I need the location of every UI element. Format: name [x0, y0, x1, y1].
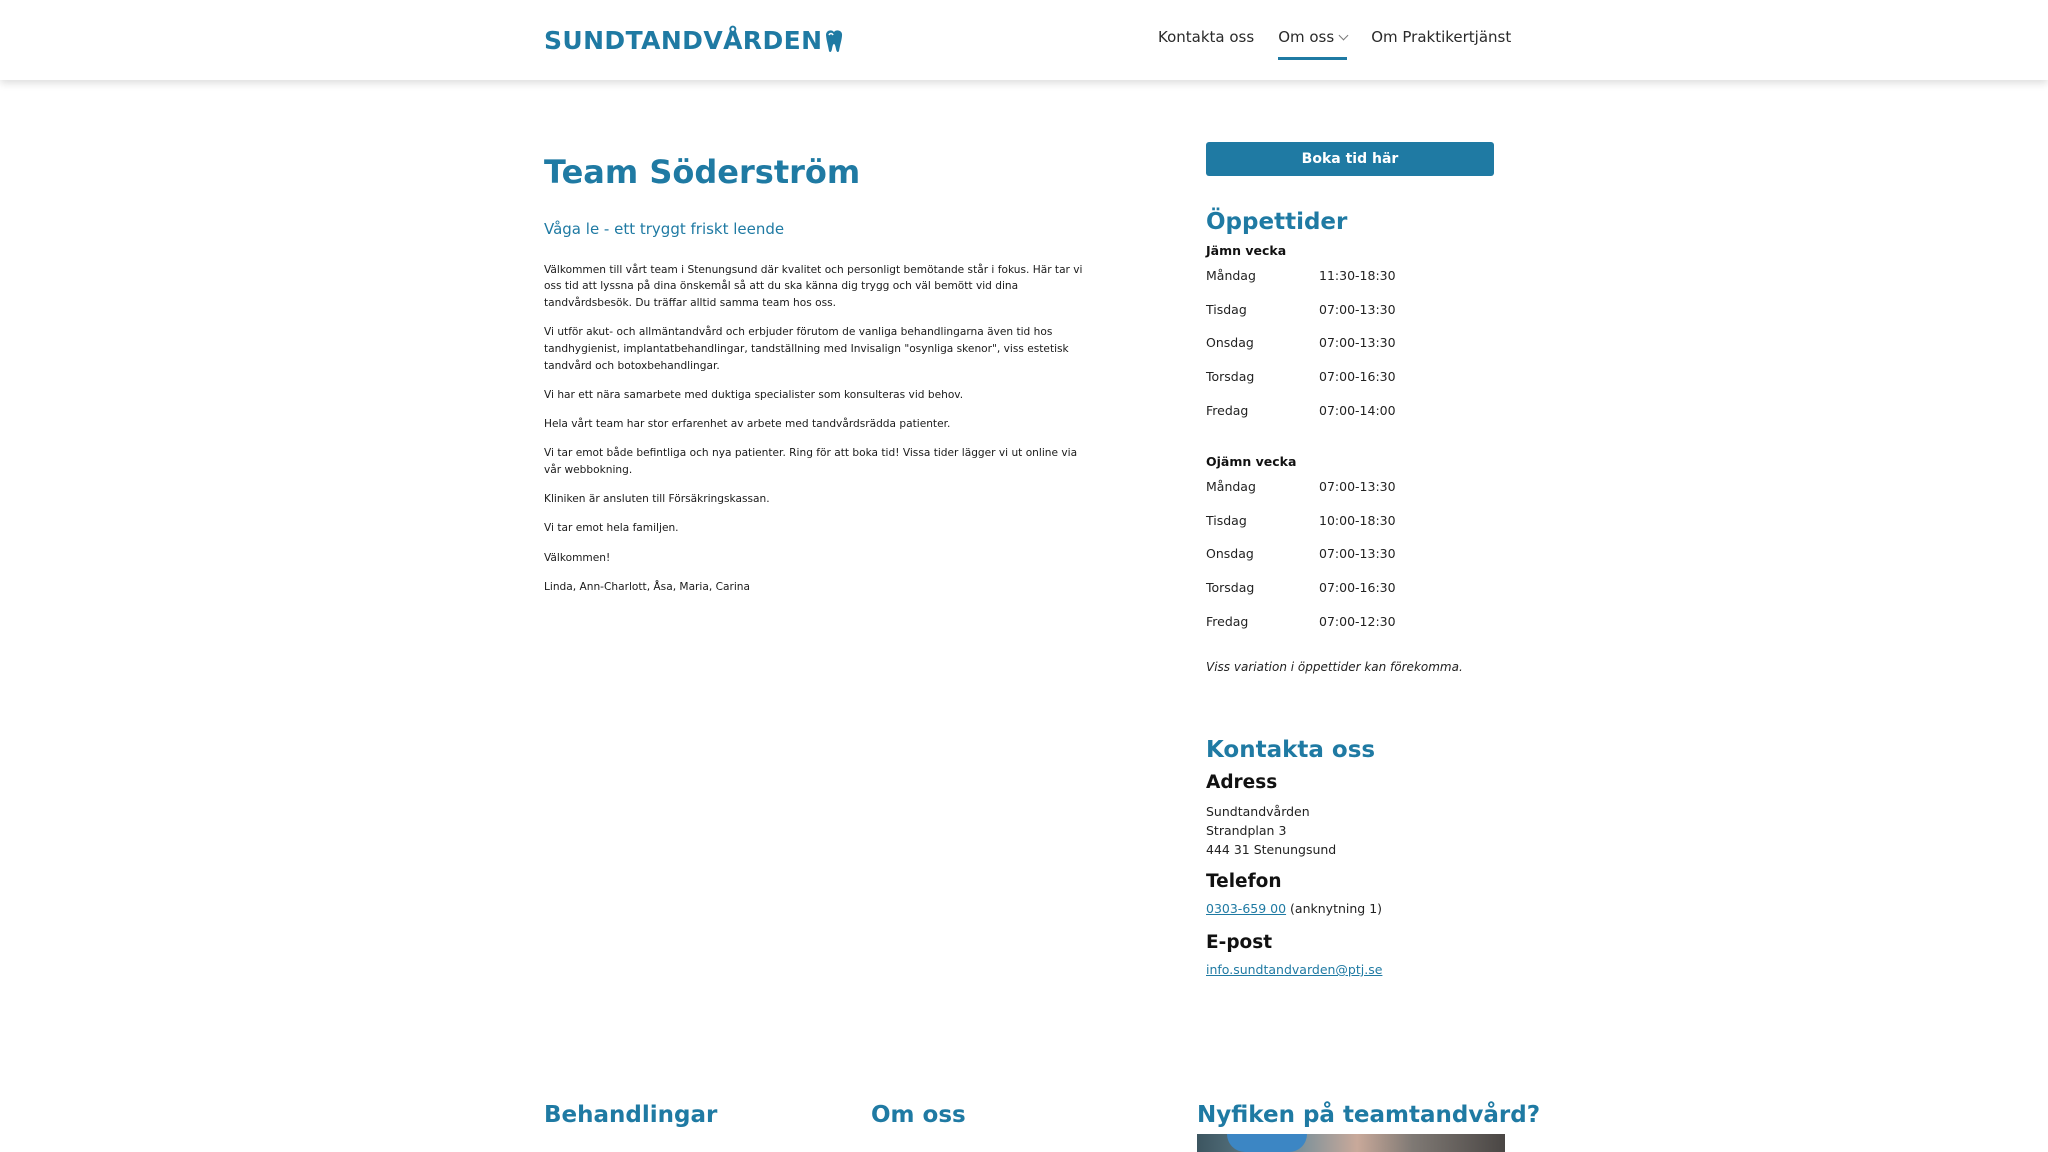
hours-row: [1206, 479, 1494, 513]
chevron-down-icon: [1339, 31, 1349, 41]
main-nav: [1158, 28, 1511, 46]
hours-row: [1206, 403, 1494, 437]
hours-row: [1206, 614, 1494, 648]
hours-day: Torsdag: [1206, 369, 1255, 385]
hours-day: Onsdag: [1206, 546, 1254, 562]
hours-time: 07:00-12:30: [1319, 613, 1396, 629]
footer-about-title: Om oss: [871, 1102, 966, 1128]
phone-note: (anknytning 1): [1290, 900, 1383, 916]
hours-row: [1206, 335, 1494, 369]
address-block: [1206, 802, 1494, 859]
hours-row: [1206, 580, 1494, 614]
address-line: 444 31 Stenungsund: [1206, 841, 1337, 857]
site-logo[interactable]: [544, 26, 844, 55]
hours-row: [1206, 302, 1494, 336]
even-week-hours: [1206, 268, 1494, 436]
tooth-icon: [824, 29, 844, 53]
intro-text: [544, 262, 1094, 596]
paragraph: Vi tar emot både befintliga och nya patienter. Ring för att boka tid! Vissa tider lägger vi ut online via vår webbokning.: [544, 447, 1078, 477]
odd-week-hours: [1206, 479, 1494, 647]
page-subtitle: Våga le - ett tryggt friskt leende: [544, 220, 785, 239]
nav-item-om-oss[interactable]: [1278, 28, 1347, 54]
footer-teamcare-title: Nyfiken på teamtandvård?: [1197, 1102, 1541, 1128]
hours-day: Måndag: [1206, 479, 1256, 495]
paragraph: Vi utför akut- och allmäntandvård och erbjuder förutom de vanliga behandlingarna även tid hos tandhygienist, implantatbehandlingar, tandställning med Invisalign "osynliga skenor", viss estetisk tandvård och botoxbehandlingar.: [544, 326, 1069, 372]
sidebar: [1206, 142, 1494, 977]
hours-time: 11:30-18:30: [1319, 268, 1396, 284]
hours-row: [1206, 513, 1494, 547]
teamcare-photo: [1197, 1134, 1505, 1152]
paragraph: Hela vårt team har stor erfarenhet av arbete med tandvårdsrädda patienter.: [544, 418, 951, 431]
phone-line: [1206, 901, 1494, 916]
hours-day: Måndag: [1206, 268, 1256, 284]
contact-title: Kontakta oss: [1206, 737, 1376, 764]
hours-row: [1206, 268, 1494, 302]
hours-time: 10:00-18:30: [1319, 512, 1396, 528]
paragraph: Välkommen till vårt team i Stenungsund där kvalitet och personligt bemötande står i fokus. Här tar vi oss tid att lyssna på dina önskemål så att du ska känna dig trygg och väl bemött vid dina tandvårdsbesök. Du träffar alltid samma team hos oss.: [544, 263, 1083, 310]
nav-item-label: Om Praktikertjänst: [1371, 28, 1512, 46]
hours-day: Tisdag: [1206, 512, 1247, 528]
phone-heading: Telefon: [1206, 870, 1282, 892]
site-header: [0, 0, 2048, 80]
nav-item-label: Om oss: [1278, 28, 1335, 46]
hours-time: 07:00-14:00: [1319, 402, 1396, 418]
email-link[interactable]: info.sundtandvarden@ptj.se: [1206, 962, 1383, 978]
photo-glove-detail: [1227, 1134, 1307, 1152]
logo-text: SUNDTANDVÅRDEN: [544, 26, 823, 55]
address-line: Strandplan 3: [1206, 822, 1287, 838]
even-week-label: Jämn vecka: [1206, 243, 1287, 259]
main-content: [544, 155, 1094, 608]
hours-day: Fredag: [1206, 613, 1249, 629]
hours-day: Torsdag: [1206, 580, 1255, 596]
nav-item-om-praktikertjanst[interactable]: [1371, 28, 1511, 46]
paragraph: Vi tar emot hela familjen.: [544, 522, 679, 535]
hours-time: 07:00-16:30: [1319, 369, 1396, 385]
address-heading: Adress: [1206, 771, 1278, 793]
hours-day: Onsdag: [1206, 335, 1254, 351]
hours-row: [1206, 546, 1494, 580]
paragraph: Linda, Ann-Charlott, Åsa, Maria, Carina: [544, 580, 750, 593]
hours-time: 07:00-13:30: [1319, 479, 1396, 495]
email-line: [1206, 962, 1494, 977]
footer-treatments-title: Behandlingar: [544, 1102, 718, 1128]
paragraph: Vi har ett nära samarbete med duktiga specialister som konsulteras vid behov.: [544, 388, 964, 401]
paragraph: Kliniken är ansluten till Försäkringskassan.: [544, 493, 770, 506]
hours-day: Tisdag: [1206, 301, 1247, 317]
hours-day: Fredag: [1206, 402, 1249, 418]
address-line: Sundtandvården: [1206, 803, 1310, 819]
hours-row: [1206, 369, 1494, 403]
nav-item-label: Kontakta oss: [1158, 28, 1255, 46]
hours-time: 07:00-13:30: [1319, 301, 1396, 317]
nav-item-kontakta-oss[interactable]: [1158, 28, 1254, 46]
hours-variation-note: Viss variation i öppettider kan förekomma.: [1206, 660, 1463, 675]
email-heading: E-post: [1206, 931, 1273, 953]
odd-week-label: Ojämn vecka: [1206, 454, 1297, 470]
hours-time: 07:00-16:30: [1319, 580, 1396, 596]
opening-hours-title: Öppettider: [1206, 209, 1348, 235]
phone-link[interactable]: 0303-659 00: [1206, 900, 1287, 916]
hours-time: 07:00-13:30: [1319, 546, 1396, 562]
hours-time: 07:00-13:30: [1319, 335, 1396, 351]
book-appointment-button[interactable]: Boka tid här: [1206, 142, 1494, 176]
paragraph: Välkommen!: [544, 551, 611, 564]
page-title: Team Söderström: [544, 153, 861, 191]
